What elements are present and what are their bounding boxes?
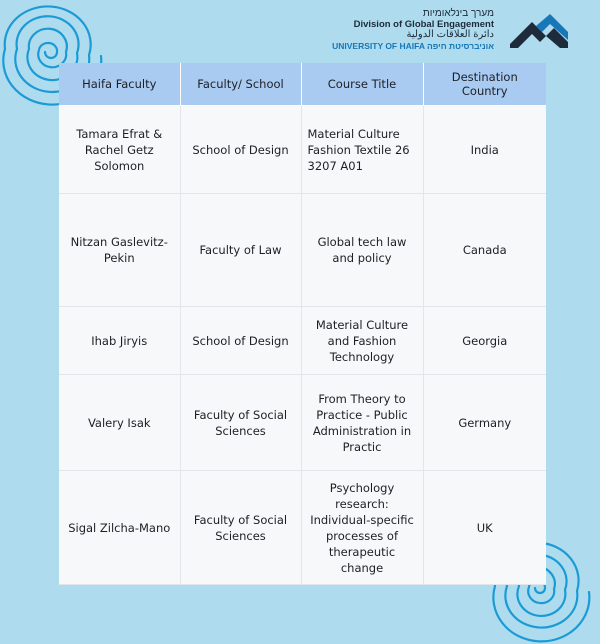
table-row <box>59 307 546 375</box>
cell-destination-country: Georgia <box>423 307 546 375</box>
cell-course-title: Material Culture Fashion Textile 26 3207 A01 <box>301 106 423 194</box>
cell-faculty-school: Faculty of Social Sciences <box>180 375 301 471</box>
cell-destination-country: India <box>423 106 546 194</box>
table-row <box>59 106 546 194</box>
cell-faculty-school: School of Design <box>180 106 301 194</box>
cell-course-title: From Theory to Practice - Public Administration in Practic <box>301 375 423 471</box>
university-logo <box>332 6 580 52</box>
logo-university-name: UNIVERSITY OF HAIFA אוניברסיטת חיפה <box>332 41 494 51</box>
table-row <box>59 194 546 307</box>
header-destination-country: Destination Country <box>423 63 546 106</box>
cell-destination-country: Canada <box>423 194 546 307</box>
table-header-row <box>59 63 546 106</box>
logo-mark-icon <box>510 14 568 48</box>
cell-haifa-faculty: Valery Isak <box>59 375 180 471</box>
courses-table <box>59 63 546 585</box>
header-faculty-school: Faculty/ School <box>180 63 301 106</box>
cell-haifa-faculty: Ihab Jiryis <box>59 307 180 375</box>
header-haifa-faculty: Haifa Faculty <box>59 63 180 106</box>
table-row <box>59 375 546 471</box>
cell-destination-country: Germany <box>423 375 546 471</box>
cell-destination-country: UK <box>423 471 546 585</box>
cell-faculty-school: Faculty of Social Sciences <box>180 471 301 585</box>
cell-course-title: Psychology research: Individual-specific processes of therapeutic change <box>301 471 423 585</box>
logo-hebrew-title: מערך בינלאומיות <box>422 8 494 19</box>
logo-english-title: Division of Global Engagement <box>353 19 494 30</box>
cell-faculty-school: Faculty of Law <box>180 194 301 307</box>
cell-haifa-faculty: Nitzan Gaslevitz-Pekin <box>59 194 180 307</box>
cell-faculty-school: School of Design <box>180 307 301 375</box>
table-row <box>59 471 546 585</box>
cell-haifa-faculty: Sigal Zilcha-Mano <box>59 471 180 585</box>
header-course-title: Course Title <box>301 63 423 106</box>
cell-course-title: Global tech law and policy <box>301 194 423 307</box>
logo-arabic-title: دائرة العلاقات الدولية <box>406 29 494 40</box>
cell-haifa-faculty: Tamara Efrat & Rachel Getz Solomon <box>59 106 180 194</box>
cell-course-title: Material Culture and Fashion Technology <box>301 307 423 375</box>
